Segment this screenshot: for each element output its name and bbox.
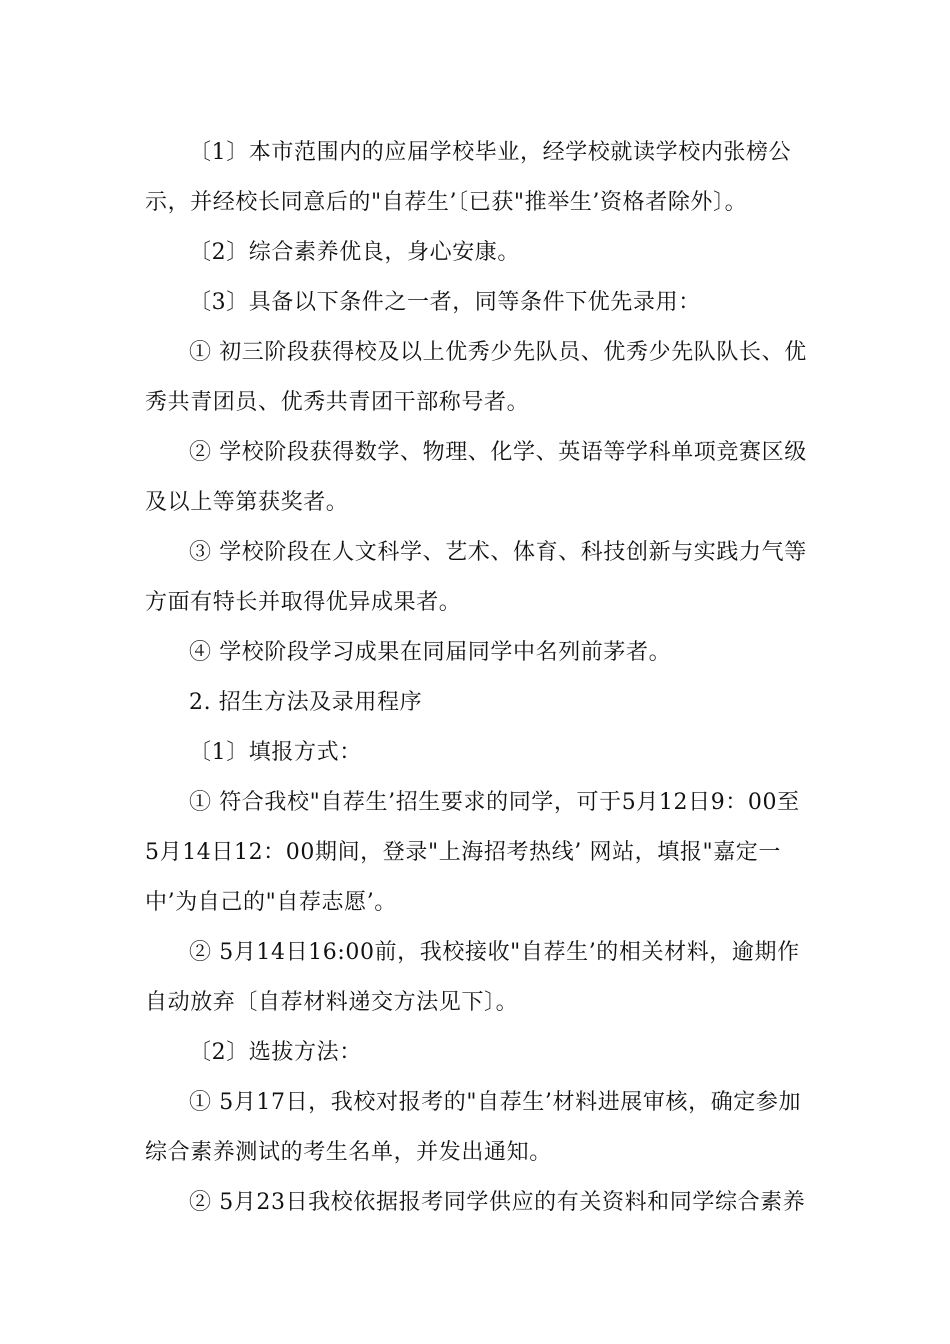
document-body — [145, 128, 810, 1228]
paragraph-application-step-1: ① 符合我校"自荐生’招生要求的同学，可于5月12日9：00至5月14日12：00期间，登录"上海招考热线’ 网站，填报"嘉定一中’为自己的"自荐志愿’。 — [145, 790, 800, 915]
section-heading-admission-method: 2. 招生方法及录用程序 — [189, 690, 423, 715]
paragraph-condition-4: ④ 学校阶段学习成果在同届同学中名列前茅者。 — [189, 640, 672, 665]
paragraph-condition-2: ② 学校阶段获得数学、物理、化学、英语等学科单项竞赛区级及以上等第获奖者。 — [145, 440, 807, 515]
paragraph-selection-step-1: ① 5月17日，我校对报考的"自荐生’材料进展审核，确定参加综合素养测试的考生名单，并发出通知。 — [145, 1090, 802, 1165]
paragraph-criteria-3: 〔3〕具备以下条件之一者，同等条件下优先录用： — [189, 290, 701, 315]
paragraph-selection-step-2: ② 5月23日我校依据报考同学供应的有关资料和同学综合素养 — [189, 1190, 806, 1215]
paragraph-criteria-1: 〔1〕本市范围内的应届学校毕业，经学校就读学校内张榜公示，并经校长同意后的"自荐生’〔已获"推举生’资格者除外〕。 — [145, 140, 792, 215]
subheading-application-method: 〔1〕填报方式： — [189, 740, 362, 765]
paragraph-criteria-2: 〔2〕综合素养优良，身心安康。 — [189, 240, 520, 265]
subheading-selection-method: 〔2〕选拔方法： — [189, 1040, 362, 1065]
paragraph-condition-3: ③ 学校阶段在人文科学、艺术、体育、科技创新与实践力气等方面有特长并取得优异成果者。 — [145, 540, 807, 615]
paragraph-condition-1: ① 初三阶段获得校及以上优秀少先队员、优秀少先队队长、优秀共青团员、优秀共青团干部称号者。 — [145, 340, 807, 415]
paragraph-application-step-2: ② 5月14日16:00前，我校接收"自荐生’的相关材料，逾期作自动放弃〔自荐材料递交方法见下〕。 — [145, 940, 800, 1015]
